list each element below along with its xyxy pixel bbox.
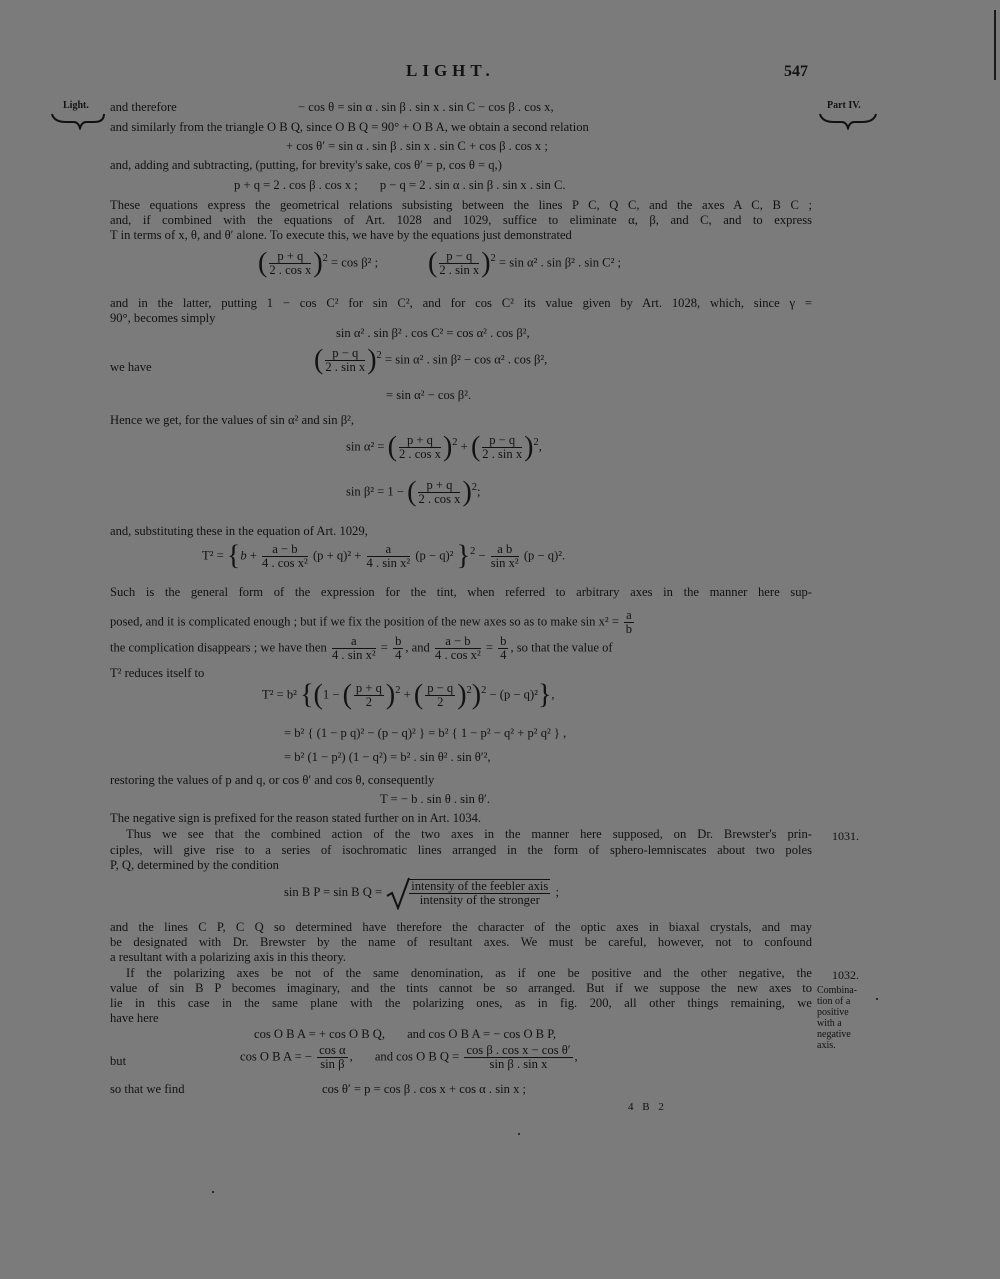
- text-line: but: [110, 1054, 127, 1068]
- equation: − cos θ = sin α . sin β . sin x . sin C − cos β . cos x,: [298, 100, 554, 114]
- paragraph-line: 90°, becomes simply: [110, 311, 216, 325]
- right-running-tag: Part IV.: [827, 100, 861, 111]
- left-brace-icon: [50, 110, 106, 130]
- equation: = b² { (1 − p q)² − (p − q)² } = b² { 1 − p² − q² + p² q² } ,: [284, 726, 567, 740]
- paragraph-line: the complication disappears ; we have then $\frac{a}{\text{4 . sin x²}}$ = $\frac{b}{4}$ , and $\frac{a - b}{\text{4 . cos x²}}$ = $\frac{b}{4}$ , so that the value of: [110, 634, 613, 662]
- signature-mark: 4 B 2: [628, 1101, 667, 1113]
- equation: = sin α² − cos β².: [386, 388, 472, 402]
- equation: T = − b . sin θ . sin θ′.: [380, 792, 490, 806]
- text-line: we have: [110, 360, 152, 374]
- side-note: Combina- tion of a positive with a negative axis.: [817, 985, 857, 1051]
- article-number-1031: 1031.: [832, 829, 859, 843]
- paragraph-line: be designated with Dr. Brewster by the name of resultant axes. We must be careful, however, not to confound: [110, 935, 812, 949]
- left-running-tag: Light.: [63, 100, 89, 111]
- ink-speck: [212, 1191, 214, 1193]
- page-number: 547: [784, 63, 808, 80]
- equation: cos O B A = − $\frac{\text{cos α}}{\text{sin β}}$ , and cos O B Q = $\frac{\text{cos β . cos x − cos θ′}}{\text{sin β . sin x}}$ ,: [240, 1043, 578, 1071]
- text-line: so that we find: [110, 1082, 185, 1096]
- paragraph-line: Thus we see that the combined action of the two axes in the manner here supposed, on Dr. Brewster's prin-: [126, 827, 812, 841]
- paragraph-line: T² reduces itself to: [110, 666, 205, 680]
- equation: p + q = 2 . cos β . cos x ; p − q = 2 . sin α . sin β . sin x . sin C.: [234, 178, 566, 192]
- paragraph-line: have here: [110, 1011, 159, 1025]
- page-edge-mark: [994, 10, 996, 80]
- running-title: LIGHT.: [406, 61, 495, 80]
- text-line: The negative sign is prefixed for the reason stated further on in Art. 1034.: [110, 811, 482, 825]
- equation: sin B P = sin B Q = $\frac{\text{intensity of the feebler axis}}{\text{intensity of the stronger}}$ ;: [284, 876, 559, 910]
- paragraph-line: posed, and it is complicated enough ; but if we fix the position of the new axes so as to make sin x² = $\frac{a}{b}$: [110, 608, 633, 636]
- equation: cos O B A = + cos O B Q, and cos O B A = − cos O B P,: [254, 1027, 556, 1041]
- right-brace-icon: [818, 110, 878, 130]
- equation: T² = b² {(1 − ( $\frac{p + q}{2}$ )$^2$ + ( $\frac{p - q}{2}$ )$^2$)$^2$ − (p − q)²},: [262, 679, 555, 711]
- text-line: and similarly from the triangle O B Q, since O B Q = 90° + O B A, we obtain a second relation: [110, 120, 589, 134]
- equation: ( $\frac{p - q}{\text{2 . sin x}}$ )$^2$ = sin α² . sin β² − cos α² . cos β²,: [314, 344, 548, 376]
- text-line: Hence we get, for the values of sin α² and sin β²,: [110, 413, 355, 427]
- equation: ( $\frac{p + q}{\text{2 . cos x}}$ )$^2$ = cos β² ;: [258, 247, 379, 279]
- equation: + cos θ′ = sin α . sin β . sin x . sin C + cos β . cos x ;: [286, 139, 548, 153]
- radical-sign-icon: [385, 876, 411, 910]
- text-line: and, adding and subtracting, (putting, for brevity's sake, cos θ′ = p, cos θ = q,): [110, 158, 502, 172]
- equation: sin β² = 1 − ( $\frac{p + q}{\text{2 . cos x}}$ )$^2$;: [346, 476, 481, 508]
- ink-speck: [876, 998, 878, 1000]
- equation: ( $\frac{p - q}{\text{2 . sin x}}$ )$^2$ = sin α² . sin β² . sin C² ;: [428, 247, 622, 279]
- paragraph-line: and the lines C P, C Q so determined have therefore the character of the optic axes in biaxal crystals, and may: [110, 920, 812, 934]
- equation: sin α² = ( $\frac{p + q}{\text{2 . cos x}}$ )$^2$ + ( $\frac{p - q}{\text{2 . sin x}}$ )$^2$,: [346, 431, 542, 463]
- paragraph-line: If the polarizing axes be not of the same denomination, as if one be positive and the other negative, the: [126, 966, 812, 980]
- paragraph-line: lie in this case in the same plane with the polarizing ones, as in fig. 200, all other things remaining, we: [110, 996, 812, 1010]
- paragraph-line: Such is the general form of the expression for the tint, when referred to arbitrary axes in the manner here sup-: [110, 585, 812, 599]
- equation: T² = {b + $\frac{a - b}{\text{4 . cos x²}}$ (p + q)² + $\frac{a}{\text{4 . sin x²}}$ (p − q)² }$^2$ − $\frac{\text{a b}}{\text{sin x²}}$ (p − q)².: [202, 540, 566, 572]
- paragraph-line: ciples, will give rise to a series of isochromatic lines arranged in the form of sphero-lemniscates about two poles: [110, 843, 812, 857]
- paragraph-line: value of sin B P becomes imaginary, and the tints cannot be so arranged. But if we suppose the new axes to: [110, 981, 812, 995]
- paragraph-line: T in terms of x, θ, and θ′ alone. To execute this, we have by the equations just demonstrated: [110, 228, 572, 242]
- article-number-1032: 1032.: [832, 968, 859, 982]
- paragraph-line: These equations express the geometrical relations subsisting between the lines P C, Q C, and the axes A C, B C ;: [110, 198, 812, 212]
- paragraph-line: and, if combined with the equations of Art. 1028 and 1029, suffice to eliminate α, β, and C, and to express: [110, 213, 812, 227]
- paragraph-line: and in the latter, putting 1 − cos C² for sin C², and for cos C² its value given by Art. 1028, which, since γ =: [110, 296, 812, 310]
- equation: sin α² . sin β² . cos C² = cos α² . cos β²,: [336, 326, 530, 340]
- paragraph-line: a resultant with a polarizing axis in this theory.: [110, 950, 346, 964]
- equation: = b² (1 − p²) (1 − q²) = b² . sin θ² . sin θ′²,: [284, 750, 491, 764]
- text-line: and, substituting these in the equation of Art. 1029,: [110, 524, 368, 538]
- equation: cos θ′ = p = cos β . cos x + cos α . sin x ;: [322, 1082, 527, 1096]
- text-line: and therefore: [110, 100, 177, 114]
- paragraph-line: P, Q, determined by the condition: [110, 858, 279, 872]
- text-line: restoring the values of p and q, or cos θ′ and cos θ, consequently: [110, 773, 435, 787]
- ink-speck: [518, 1133, 520, 1135]
